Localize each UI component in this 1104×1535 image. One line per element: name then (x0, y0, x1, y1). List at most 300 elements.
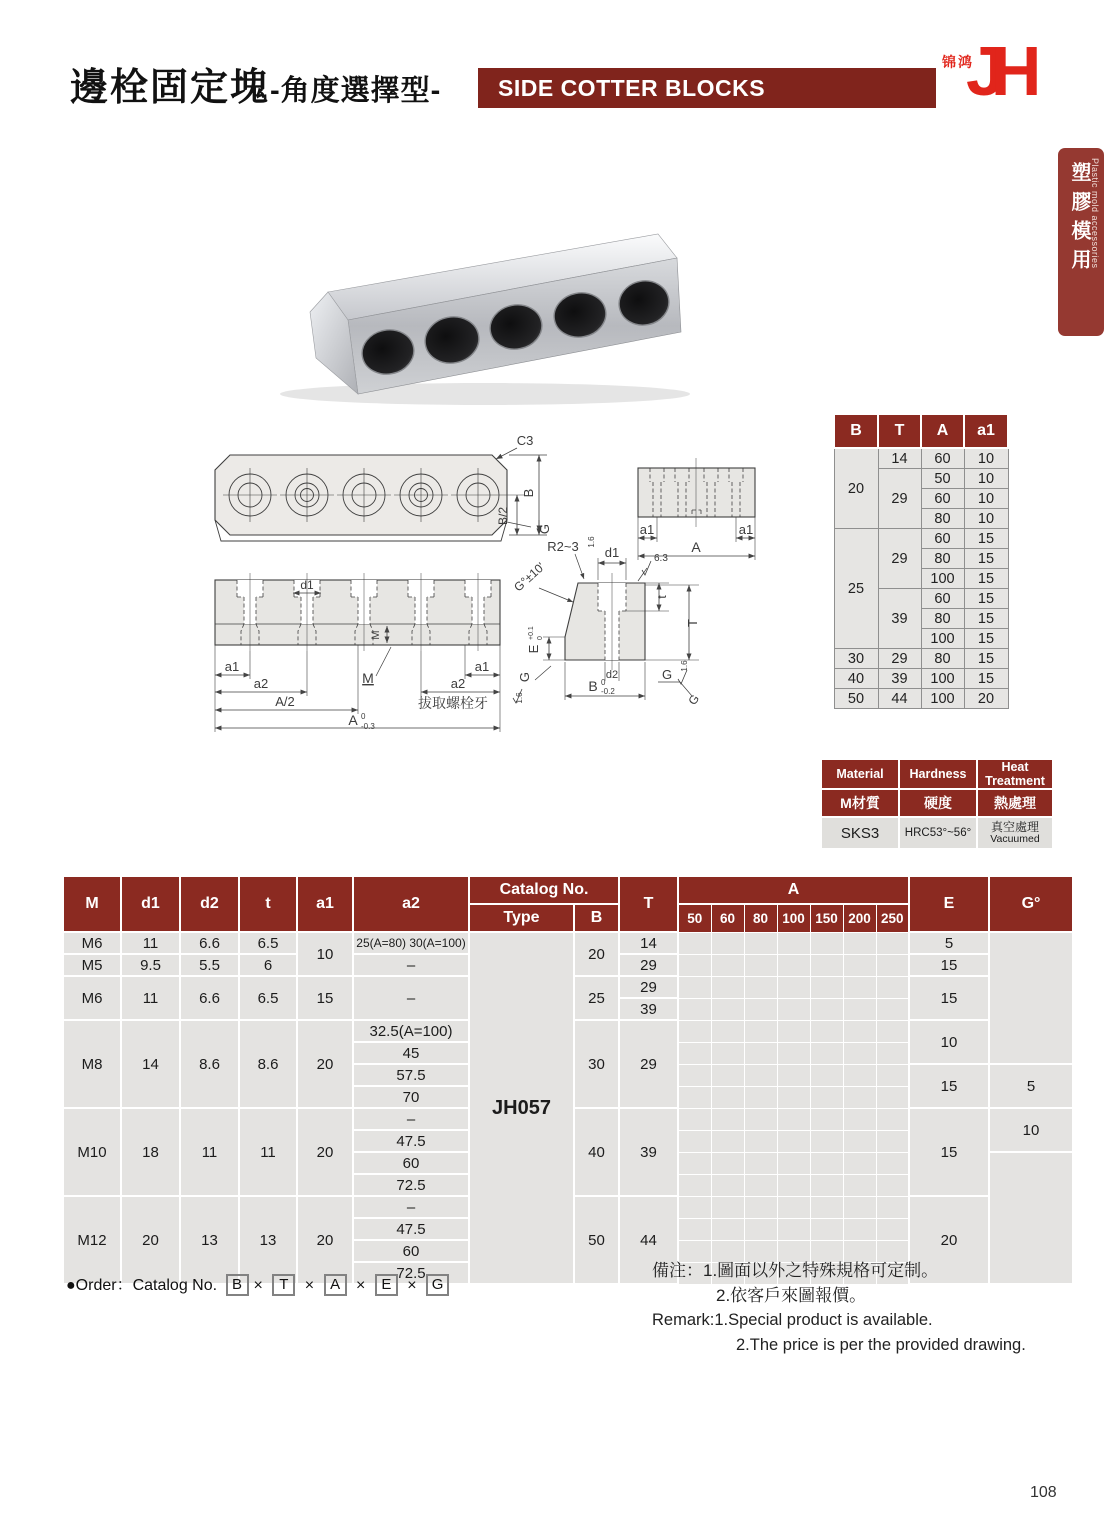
col-header-b: B (834, 414, 878, 448)
page-number: 108 (1030, 1484, 1057, 1501)
a-grid-cell (711, 954, 744, 976)
dim-b: B (521, 488, 536, 498)
size-combination-table (833, 413, 1009, 709)
a-grid-cell (810, 932, 843, 954)
a-grid-cell (810, 1020, 843, 1042)
a-grid-cell (876, 1020, 909, 1042)
b-cell: 30 (834, 649, 878, 669)
a-cell: 60 (921, 448, 964, 469)
b-cell: 25 (574, 976, 619, 1020)
a1-cell: 20 (964, 689, 1008, 709)
a-grid-cell (843, 998, 876, 1020)
a-grid-cell (678, 1130, 711, 1152)
a-grid-cell (777, 932, 810, 954)
dim-a-half: A/2 (275, 694, 295, 709)
m-cell: M12 (63, 1196, 121, 1284)
a-grid-cell (876, 954, 909, 976)
a-grid-cell (843, 954, 876, 976)
header-e: E (909, 876, 989, 932)
a2-cell: – (353, 954, 469, 976)
header-d1: d1 (121, 876, 180, 932)
a2-cell: 72.5 (353, 1174, 469, 1196)
a1-cell: 15 (297, 976, 353, 1020)
a-grid-cell (810, 1108, 843, 1130)
b-cell: 40 (574, 1108, 619, 1196)
T-cell: 29 (619, 1020, 678, 1108)
a-cell: 80 (921, 509, 964, 529)
a-cell: 100 (921, 669, 964, 689)
side-tab-zh: 塑膠模用 (1068, 162, 1090, 278)
table-row (834, 649, 1008, 669)
finish-16-right: 1.6 (680, 660, 689, 672)
dim-a1-end-left: a1 (639, 522, 655, 537)
company-logo (938, 32, 1078, 122)
dim-d2: d2 (605, 669, 619, 681)
T-cell: 29 (619, 954, 678, 976)
heat-value (977, 817, 1053, 849)
header-a2: a2 (353, 876, 469, 932)
b-cell: 20 (834, 448, 878, 529)
e-cell: 15 (909, 976, 989, 1020)
a1-cell: 15 (964, 549, 1008, 569)
dim-c3: C3 (516, 433, 534, 448)
top-view (215, 448, 547, 541)
t-cell: 29 (878, 649, 921, 669)
order-times: × (407, 1277, 417, 1294)
t-cell: 44 (878, 689, 921, 709)
a-grid-cell (711, 1152, 744, 1174)
a-grid-cell (711, 1130, 744, 1152)
page-title-zh: 邊栓固定塊 (70, 67, 271, 109)
dim-T-height: T (685, 619, 700, 627)
d1-cell: 14 (121, 1020, 180, 1108)
dim-a-tol-sup: 0 (361, 712, 366, 721)
a-grid-cell (678, 976, 711, 998)
a1-cell: 15 (964, 569, 1008, 589)
d1-cell: 11 (121, 932, 180, 954)
remark-zh-1: 備注：1.圖面以外之特殊規格可定制。 (652, 1261, 939, 1280)
a1-cell: 10 (964, 509, 1008, 529)
a-grid-cell (810, 1174, 843, 1196)
a-grid-cell (777, 1130, 810, 1152)
t-cell: 8.6 (239, 1020, 297, 1108)
finish-63: 6.3 (654, 553, 668, 564)
dim-b-section: B (588, 678, 598, 694)
a-grid-cell (711, 1218, 744, 1240)
header-A: A (678, 876, 909, 904)
order-code-t: T (272, 1274, 295, 1296)
a-grid-cell (843, 1218, 876, 1240)
d2-cell: 13 (180, 1196, 239, 1284)
a-grid-cell (777, 1108, 810, 1130)
material-table (820, 758, 1054, 850)
a-grid-cell (711, 976, 744, 998)
a-grid-cell (777, 998, 810, 1020)
d2-cell: 6.6 (180, 976, 239, 1020)
a-grid-cell (843, 1130, 876, 1152)
heat-header-zh: 熱處理 (977, 789, 1053, 817)
steel-block (310, 234, 681, 394)
a-grid-cell (744, 1020, 777, 1042)
header-a-150: 150 (810, 904, 843, 932)
a-grid-cell (843, 1152, 876, 1174)
hardness-header-en: Hardness (899, 759, 977, 789)
t-cell: 13 (239, 1196, 297, 1284)
g-cell (989, 932, 1073, 1064)
a1-cell: 20 (297, 1020, 353, 1108)
a-grid-cell (843, 1086, 876, 1108)
a-grid-cell (810, 976, 843, 998)
a-grid-cell (744, 1064, 777, 1086)
label-thread-note: 拔取螺栓牙 (418, 695, 488, 711)
a2-cell: 45 (353, 1042, 469, 1064)
a-cell: 100 (921, 689, 964, 709)
b-cell: 50 (574, 1196, 619, 1284)
a-cell: 100 (921, 629, 964, 649)
a2-cell: 60 (353, 1240, 469, 1262)
a-grid-cell (711, 998, 744, 1020)
a-grid-cell (744, 998, 777, 1020)
a-grid-cell (876, 976, 909, 998)
a-grid-cell (876, 1130, 909, 1152)
a-grid-cell (876, 1108, 909, 1130)
a-grid-cell (843, 932, 876, 954)
a-grid-cell (711, 1174, 744, 1196)
heat-value-en: Vacuumed (990, 833, 1040, 845)
d2-cell: 6.6 (180, 932, 239, 954)
a-grid-cell (843, 1020, 876, 1042)
dim-a2-right: a2 (450, 676, 466, 691)
T-cell: 44 (619, 1196, 678, 1284)
remark-en-2: 2.The price is per the provided drawing. (736, 1336, 1026, 1354)
a2-cell: – (353, 1108, 469, 1130)
technical-drawing (195, 430, 825, 760)
material-value: SKS3 (821, 817, 899, 849)
specification-table (62, 875, 1074, 1285)
a-grid-cell (777, 976, 810, 998)
table-row (63, 932, 1073, 954)
a1-cell: 10 (964, 489, 1008, 509)
a1-cell: 10 (297, 932, 353, 976)
banner-text: SIDE COTTER BLOCKS (498, 74, 766, 101)
a-grid-cell (744, 1086, 777, 1108)
a-cell: 100 (921, 569, 964, 589)
m-cell: M10 (63, 1108, 121, 1196)
a-grid-cell (810, 1042, 843, 1064)
a2-cell: – (353, 1196, 469, 1218)
T-cell: 14 (619, 932, 678, 954)
a-grid-cell (744, 1042, 777, 1064)
a-cell: 80 (921, 609, 964, 629)
m-cell: M5 (63, 954, 121, 976)
a1-cell: 20 (297, 1108, 353, 1196)
a-grid-cell (843, 1064, 876, 1086)
a-grid-cell (843, 1196, 876, 1218)
b-cell: 20 (574, 932, 619, 976)
a-grid-cell (810, 1152, 843, 1174)
a-grid-cell (678, 1108, 711, 1130)
side-tab-en: Plastic mold accessories (1090, 158, 1100, 269)
a-grid-cell (810, 998, 843, 1020)
a2-cell: 47.5 (353, 1130, 469, 1152)
dim-d1-slot: d1 (300, 578, 314, 592)
a2-cell: 72.5 (353, 1262, 469, 1284)
a-grid-cell (711, 1086, 744, 1108)
dim-r-radius: R2~3 (547, 539, 579, 554)
a-grid-cell (711, 1042, 744, 1064)
a-grid-cell (744, 1152, 777, 1174)
order-code-e: E (375, 1274, 398, 1296)
header-a-60: 60 (711, 904, 744, 932)
heat-header-en: Heat Treatment (977, 759, 1053, 789)
a-grid-cell (777, 1086, 810, 1108)
a-grid-cell (876, 998, 909, 1020)
photo-shadow (280, 383, 690, 405)
label-m-thread: M (362, 670, 374, 686)
d1-cell: 20 (121, 1196, 180, 1284)
header-T: T (619, 876, 678, 932)
dim-a1-right: a1 (474, 659, 490, 674)
a-grid-cell (777, 1152, 810, 1174)
header-g: G° (989, 876, 1073, 932)
a-grid-cell (810, 1196, 843, 1218)
t-cell: 39 (878, 669, 921, 689)
a-cell: 80 (921, 649, 964, 669)
a1-cell: 15 (964, 529, 1008, 549)
e-cell: 15 (909, 954, 989, 976)
a-grid-cell (744, 1108, 777, 1130)
finish-16-top: 1.6 (587, 536, 596, 548)
a-grid-cell (678, 1174, 711, 1196)
m-cell: M6 (63, 932, 121, 954)
a-grid-cell (711, 932, 744, 954)
dim-a-total: A (348, 712, 358, 728)
header-b: B (574, 904, 619, 932)
e-cell: 10 (909, 1020, 989, 1064)
a-grid-cell (810, 1218, 843, 1240)
a-grid-cell (876, 1196, 909, 1218)
a-grid-cell (876, 1174, 909, 1196)
logo-jh-monogram: JH (966, 32, 1028, 110)
a-grid-cell (810, 954, 843, 976)
material-header-zh: M材質 (821, 789, 899, 817)
a1-cell: 10 (964, 469, 1008, 489)
a1-cell: 15 (964, 589, 1008, 609)
a-grid-cell (876, 1086, 909, 1108)
dim-e-sub: 0 (537, 636, 544, 640)
d1-cell: 9.5 (121, 954, 180, 976)
a-grid-cell (744, 976, 777, 998)
header-type: Type (469, 904, 574, 932)
a-grid-cell (678, 1086, 711, 1108)
e-cell: 15 (909, 1108, 989, 1196)
t-cell: 6.5 (239, 932, 297, 954)
a-grid-cell (876, 1064, 909, 1086)
g-cell: 10 (989, 1108, 1073, 1152)
a-cell: 60 (921, 529, 964, 549)
header-a-200: 200 (843, 904, 876, 932)
t-cell: 11 (239, 1108, 297, 1196)
order-times: × (253, 1277, 263, 1294)
finish-16-left: 1.6 (515, 692, 524, 704)
b-cell: 30 (574, 1020, 619, 1108)
a-grid-cell (711, 1064, 744, 1086)
d2-cell: 8.6 (180, 1020, 239, 1108)
a2-cell: 70 (353, 1086, 469, 1108)
a1-cell: 20 (297, 1196, 353, 1284)
d1-cell: 18 (121, 1108, 180, 1196)
a-cell: 80 (921, 549, 964, 569)
a-grid-cell (744, 1130, 777, 1152)
t-cell: 14 (878, 448, 921, 469)
e-cell: 20 (909, 1196, 989, 1284)
a-grid-cell (876, 1218, 909, 1240)
a2-cell: 57.5 (353, 1064, 469, 1086)
header-d2: d2 (180, 876, 239, 932)
T-cell: 29 (619, 976, 678, 998)
a2-cell: – (353, 976, 469, 1020)
dim-m-depth: M (370, 630, 382, 640)
a-grid-cell (843, 1108, 876, 1130)
a-grid-cell (876, 1152, 909, 1174)
dim-g-groove: G (537, 523, 552, 535)
a-grid-cell (678, 1196, 711, 1218)
a-grid-cell (777, 1174, 810, 1196)
d1-cell: 11 (121, 976, 180, 1020)
dim-b-half: B/2 (496, 506, 510, 526)
a-grid-cell (777, 954, 810, 976)
t-cell: 39 (878, 589, 921, 649)
label-g-right2: G (685, 691, 703, 708)
m-cell: M8 (63, 1020, 121, 1108)
section-banner (478, 68, 936, 108)
page-title (70, 56, 441, 111)
a-grid-cell (810, 1064, 843, 1086)
category-side-tab (1058, 148, 1104, 336)
order-label: Order：Catalog No. (75, 1277, 218, 1294)
a1-cell: 15 (964, 609, 1008, 629)
a-grid-cell (777, 1196, 810, 1218)
dim-a-end: A (691, 539, 701, 555)
a-grid-cell (678, 1152, 711, 1174)
header-a-50: 50 (678, 904, 711, 932)
a-grid-cell (744, 954, 777, 976)
dim-a1-end-right: a1 (738, 522, 754, 537)
a-grid-cell (810, 1130, 843, 1152)
a-grid-cell (777, 1020, 810, 1042)
header-a1: a1 (297, 876, 353, 932)
dim-b-sub: -0.2 (601, 687, 615, 696)
b-cell: 40 (834, 669, 878, 689)
a-grid-cell (810, 1086, 843, 1108)
a-grid-cell (843, 1174, 876, 1196)
order-times: × (356, 1277, 366, 1294)
a2-cell: 60 (353, 1152, 469, 1174)
header-a-100: 100 (777, 904, 810, 932)
a-grid-cell (777, 1042, 810, 1064)
logo-chinese-text: 锦鸿 (942, 54, 974, 70)
dim-t-depth: t (655, 595, 669, 599)
a-grid-cell (678, 998, 711, 1020)
heat-value-zh: 真空處理 (990, 820, 1039, 834)
header-catalog: Catalog No. (469, 876, 619, 904)
t-cell: 6.5 (239, 976, 297, 1020)
product-photo (250, 200, 695, 410)
header-m: M (63, 876, 121, 932)
T-cell: 39 (619, 1108, 678, 1196)
dim-a-tol-sub: -0.3 (361, 722, 375, 731)
a-grid-cell (678, 1020, 711, 1042)
a-grid-cell (843, 1042, 876, 1064)
col-header-a: A (921, 414, 964, 448)
a1-cell: 15 (964, 649, 1008, 669)
d2-cell: 5.5 (180, 954, 239, 976)
a2-cell: 25(A=80) 30(A=100) (353, 932, 469, 954)
a-grid-cell (744, 932, 777, 954)
dim-e: E (526, 644, 541, 654)
a1-cell: 15 (964, 669, 1008, 689)
a1-cell: 10 (964, 448, 1008, 469)
t-cell: 29 (878, 469, 921, 529)
col-header-a1: a1 (964, 414, 1008, 448)
order-code-a: A (324, 1274, 347, 1296)
b-cell: 50 (834, 689, 878, 709)
a-grid-cell (678, 932, 711, 954)
a2-cell: 47.5 (353, 1218, 469, 1240)
T-cell: 39 (619, 998, 678, 1020)
label-g-left: G (517, 671, 532, 683)
table-row (834, 689, 1008, 709)
b-cell: 25 (834, 529, 878, 649)
dim-a1-left: a1 (224, 659, 240, 674)
table-row (834, 529, 1008, 549)
g-cell: 5 (989, 1064, 1073, 1108)
table-row (834, 448, 1008, 469)
a-grid-cell (711, 1108, 744, 1130)
col-header-t: T (878, 414, 921, 448)
e-cell: 15 (909, 1064, 989, 1108)
dim-d1-section: d1 (604, 545, 620, 560)
dim-b-sup: 0 (601, 678, 606, 687)
page-title-sub: -角度選擇型- (270, 75, 442, 107)
table-row (834, 669, 1008, 689)
a-grid-cell (678, 1042, 711, 1064)
order-code-b: B (226, 1274, 249, 1296)
order-bullet: ● (66, 1277, 76, 1294)
a-grid-cell (876, 1042, 909, 1064)
a-grid-cell (744, 1174, 777, 1196)
a-grid-cell (678, 1218, 711, 1240)
header-a-250: 250 (876, 904, 909, 932)
a-grid-cell (876, 932, 909, 954)
dim-e-sup: +0.1 (528, 626, 535, 640)
order-code-g: G (426, 1274, 449, 1296)
m-cell: M6 (63, 976, 121, 1020)
a-grid-cell (744, 1196, 777, 1218)
a1-cell: 15 (964, 629, 1008, 649)
remark-zh-2: 2.依客戶來圖報價。 (716, 1286, 867, 1305)
a-cell: 60 (921, 589, 964, 609)
e-cell: 5 (909, 932, 989, 954)
remarks (652, 1258, 1026, 1358)
a-grid-cell (678, 1064, 711, 1086)
a-grid-cell (678, 954, 711, 976)
catalog-no-cell: JH057 (469, 932, 574, 1284)
a-grid-cell (744, 1218, 777, 1240)
t-cell: 29 (878, 529, 921, 589)
hardness-value: HRC53°~56° (899, 817, 977, 849)
a2-cell: 32.5(A=100) (353, 1020, 469, 1042)
